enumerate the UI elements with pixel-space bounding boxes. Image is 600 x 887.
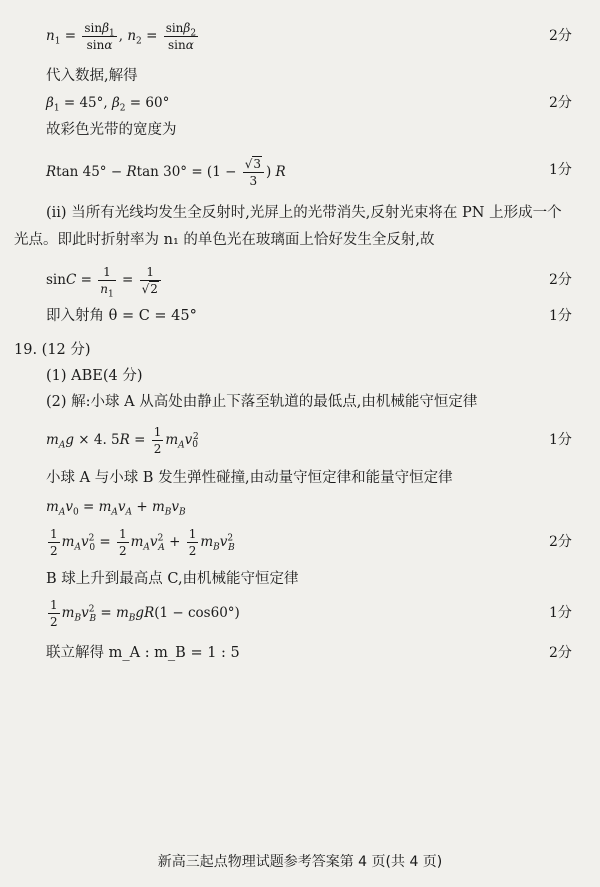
text-content: 故彩色光带的宽度为 (46, 122, 177, 138)
text-content: B 球上升到最高点 C,由机械能守恒定律 (46, 571, 299, 587)
equation-text: $m_Ag \times 4$. 5R = $\frac{1}{2}$ $m_Av_0^2$ (46, 425, 199, 456)
text-content: 19. (12 分) (14, 342, 91, 358)
equation-text: sinC = $\frac{1}{n_1}$ = $\frac{1}{√2}$ (46, 266, 163, 295)
score-label: 1分 (549, 162, 572, 178)
score-label: 2分 (549, 95, 572, 111)
text-line (0, 306, 600, 340)
equation-text: $\frac{1}{2}$ $m_Av^2_0$ = $\frac{1}{2}$ $m_Av^2_A$ + $\frac{1}{2}$ $m_Bv^2_B$ (50, 527, 235, 558)
page-footer: 新高三起点物理试题参考答案第 4 页(共 4 页) (157, 854, 443, 870)
equation-text: $\frac{1}{2}$ $m_Bv^2_B = m_BgR(1 - \cos 60^\circ)$ (50, 598, 240, 629)
text-line (0, 230, 600, 264)
text-line (0, 120, 600, 154)
equation-refraction-indices (0, 21, 600, 60)
equation-critical-angle (0, 265, 600, 304)
text-content: 代入数据,解得 (46, 68, 138, 84)
equation-kinetic-energy (0, 527, 600, 566)
equation-momentum (0, 497, 600, 531)
equation-text: $m_Av_0 = m_Av_A + m_Bv_B$ (46, 499, 186, 518)
equation-text: $n_1$ = $\frac{\sin\beta_1}{\sin\alpha}$ , $n_2$ = $\frac{\sin\beta_2}{\sin\alpha}$ (46, 21, 197, 52)
text-content: 小球 A 与小球 B 发生弹性碰撞,由动量守恒定律和能量守恒定律 (46, 470, 453, 486)
text-line (0, 569, 600, 603)
text-content: 联立解得 m_A : m_B = 1 : 5 (46, 645, 240, 661)
equation-text: Rtan 45° − Rtan 30° = (1 − $\frac{√3}{3}$ ) R (46, 157, 286, 188)
score-label: 1分 (549, 432, 572, 448)
text-content: (ⅱ) 当所有光线均发生全反射时,光屏上的光带消失,反射光束将在 PN 上形成一个 (46, 205, 562, 221)
text-content: 光点。即此时折射率为 n₁ 的单色光在玻璃面上恰好发生全反射,故 (14, 232, 435, 248)
equation-text: $\beta_1 = 45^\circ$, $\beta_2 = 60^\circ$ (46, 95, 170, 114)
text-line (0, 392, 600, 426)
equation-band-width (0, 157, 600, 194)
text-content: (2) 解:小球 A 从高处由静止下落至轨道的最低点,由机械能守恒定律 (46, 394, 478, 410)
equation-energy-conservation-b (0, 598, 600, 637)
equation-energy-conservation-a (0, 425, 600, 464)
text-content: 即入射角 θ = C = 45° (46, 308, 197, 324)
score-label: 2分 (549, 645, 572, 661)
score-label: 2分 (549, 272, 572, 288)
score-label: 2分 (549, 534, 572, 550)
score-label: 2分 (549, 28, 572, 44)
text-line (0, 643, 600, 677)
text-content: (1) ABE(4 分) (46, 368, 143, 384)
score-label: 1分 (549, 605, 572, 621)
score-label: 1分 (549, 308, 572, 324)
